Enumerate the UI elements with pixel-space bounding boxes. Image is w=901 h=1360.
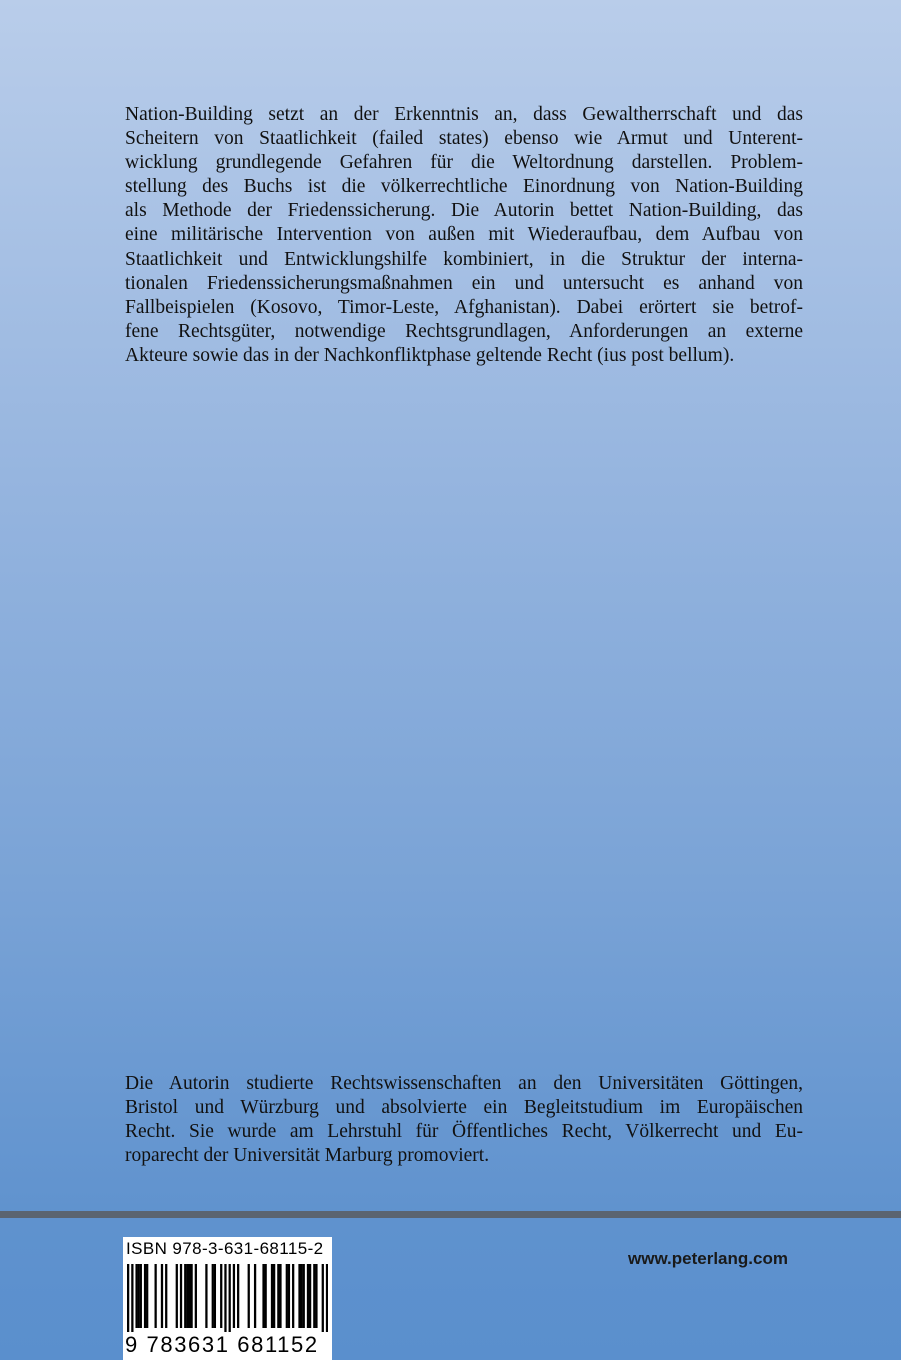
author-bio-line: Bristol und Würzburg und absolvierte ein Begleitstudium im Europäischen — [125, 1097, 803, 1119]
blurb-line: als Methode der Friedenssicherung. Die Autorin bettet Nation-Building, das — [125, 200, 803, 222]
divider-rule — [0, 1211, 901, 1218]
barcode-bar — [254, 1264, 256, 1328]
isbn-label: ISBN 978-3-631-68115-2 — [126, 1239, 324, 1258]
barcode-bar — [273, 1264, 275, 1328]
barcode-bar — [277, 1264, 279, 1328]
barcode-bar — [279, 1264, 281, 1328]
barcode-bar — [176, 1264, 178, 1328]
barcode-bar — [271, 1264, 273, 1328]
barcode-bar — [186, 1264, 188, 1328]
barcode-bar — [286, 1264, 288, 1328]
barcode-bar — [303, 1264, 305, 1328]
author-bio-line: roparecht der Universität Marburg promoviert. — [125, 1145, 490, 1167]
barcode-bar — [165, 1264, 167, 1328]
blurb-line: wicklung grundlegende Gefahren für die Weltordnung darstellen. Problem- — [125, 152, 803, 174]
barcode-bar — [180, 1264, 182, 1328]
barcode-bar — [155, 1264, 157, 1328]
barcode-bar — [229, 1264, 231, 1332]
author-bio-line: Recht. Sie wurde am Lehrstuhl für Öffentliches Recht, Völkerrecht und Eu- — [125, 1121, 803, 1143]
barcode-bar — [220, 1264, 222, 1328]
barcode-bar — [131, 1264, 133, 1332]
author-bio-line: Die Autorin studierte Rechtswissenschaften an den Universitäten Göttingen, — [125, 1073, 803, 1094]
author-bio — [125, 1072, 803, 1168]
isbn-barcode — [123, 1237, 332, 1360]
barcode-bar — [127, 1264, 129, 1332]
barcode-bar — [237, 1264, 239, 1328]
barcode-bar — [307, 1264, 309, 1328]
barcode-bar — [146, 1264, 148, 1328]
barcode-bar — [190, 1264, 192, 1328]
barcode-bar — [161, 1264, 163, 1328]
barcode-bar — [138, 1264, 140, 1328]
blurb-text — [125, 103, 803, 368]
barcode-bar — [212, 1264, 214, 1328]
barcode-bar — [315, 1264, 317, 1328]
blurb-line: eine militärische Intervention von außen mit Wiederaufbau, dem Aufbau von — [125, 224, 803, 246]
ean-digits: 9 783631 681152 — [125, 1332, 319, 1357]
barcode-bar — [188, 1264, 190, 1328]
blurb-line: fene Rechtsgüter, notwendige Rechtsgrundlagen, Anforderungen an externe — [125, 320, 803, 342]
barcode-bar — [135, 1264, 137, 1328]
barcode-bar — [300, 1264, 302, 1328]
blurb-line: Akteure sowie das in der Nachkonfliktphase geltende Recht (ius post bellum). — [125, 344, 735, 366]
blurb-line: Nation-Building setzt an der Erkenntnis an, dass Gewaltherrschaft und das — [125, 104, 803, 125]
barcode-bar — [298, 1264, 300, 1328]
barcode-bar — [205, 1264, 207, 1328]
barcode-bar — [233, 1264, 235, 1328]
blurb-line: Staatlichkeit und Entwicklungshilfe kombiniert, in die Struktur der interna- — [125, 248, 803, 270]
barcode-bar — [265, 1264, 267, 1328]
barcode-bar — [144, 1264, 146, 1328]
barcode-bars — [127, 1264, 328, 1332]
blurb-line: stellung des Buchs ist die völkerrechtliche Einordnung von Nation-Building — [125, 176, 803, 198]
publisher-website[interactable]: www.peterlang.com — [628, 1249, 788, 1268]
blurb-line: Fallbeispielen (Kosovo, Timor-Leste, Afghanistan). Dabei erörtert sie betrof- — [125, 296, 803, 318]
blurb-line: Scheitern von Staatlichkeit (failed states) ebenso wie Armut und Unterent- — [125, 128, 803, 150]
barcode-bar — [313, 1264, 315, 1328]
barcode-bar — [195, 1264, 197, 1328]
barcode-bar — [326, 1264, 328, 1332]
barcode-bar — [184, 1264, 186, 1328]
barcode-bar — [309, 1264, 311, 1328]
barcode-bar — [262, 1264, 264, 1328]
barcode-bar — [214, 1264, 216, 1328]
barcode-bar — [322, 1264, 324, 1332]
barcode-bar — [292, 1264, 294, 1328]
barcode-bar — [224, 1264, 226, 1332]
blurb-line: tionalen Friedenssicherungsmaßnahmen ein und untersucht es anhand von — [125, 272, 803, 294]
barcode-bar — [140, 1264, 142, 1328]
barcode-bar — [248, 1264, 250, 1328]
barcode-bar — [288, 1264, 290, 1328]
